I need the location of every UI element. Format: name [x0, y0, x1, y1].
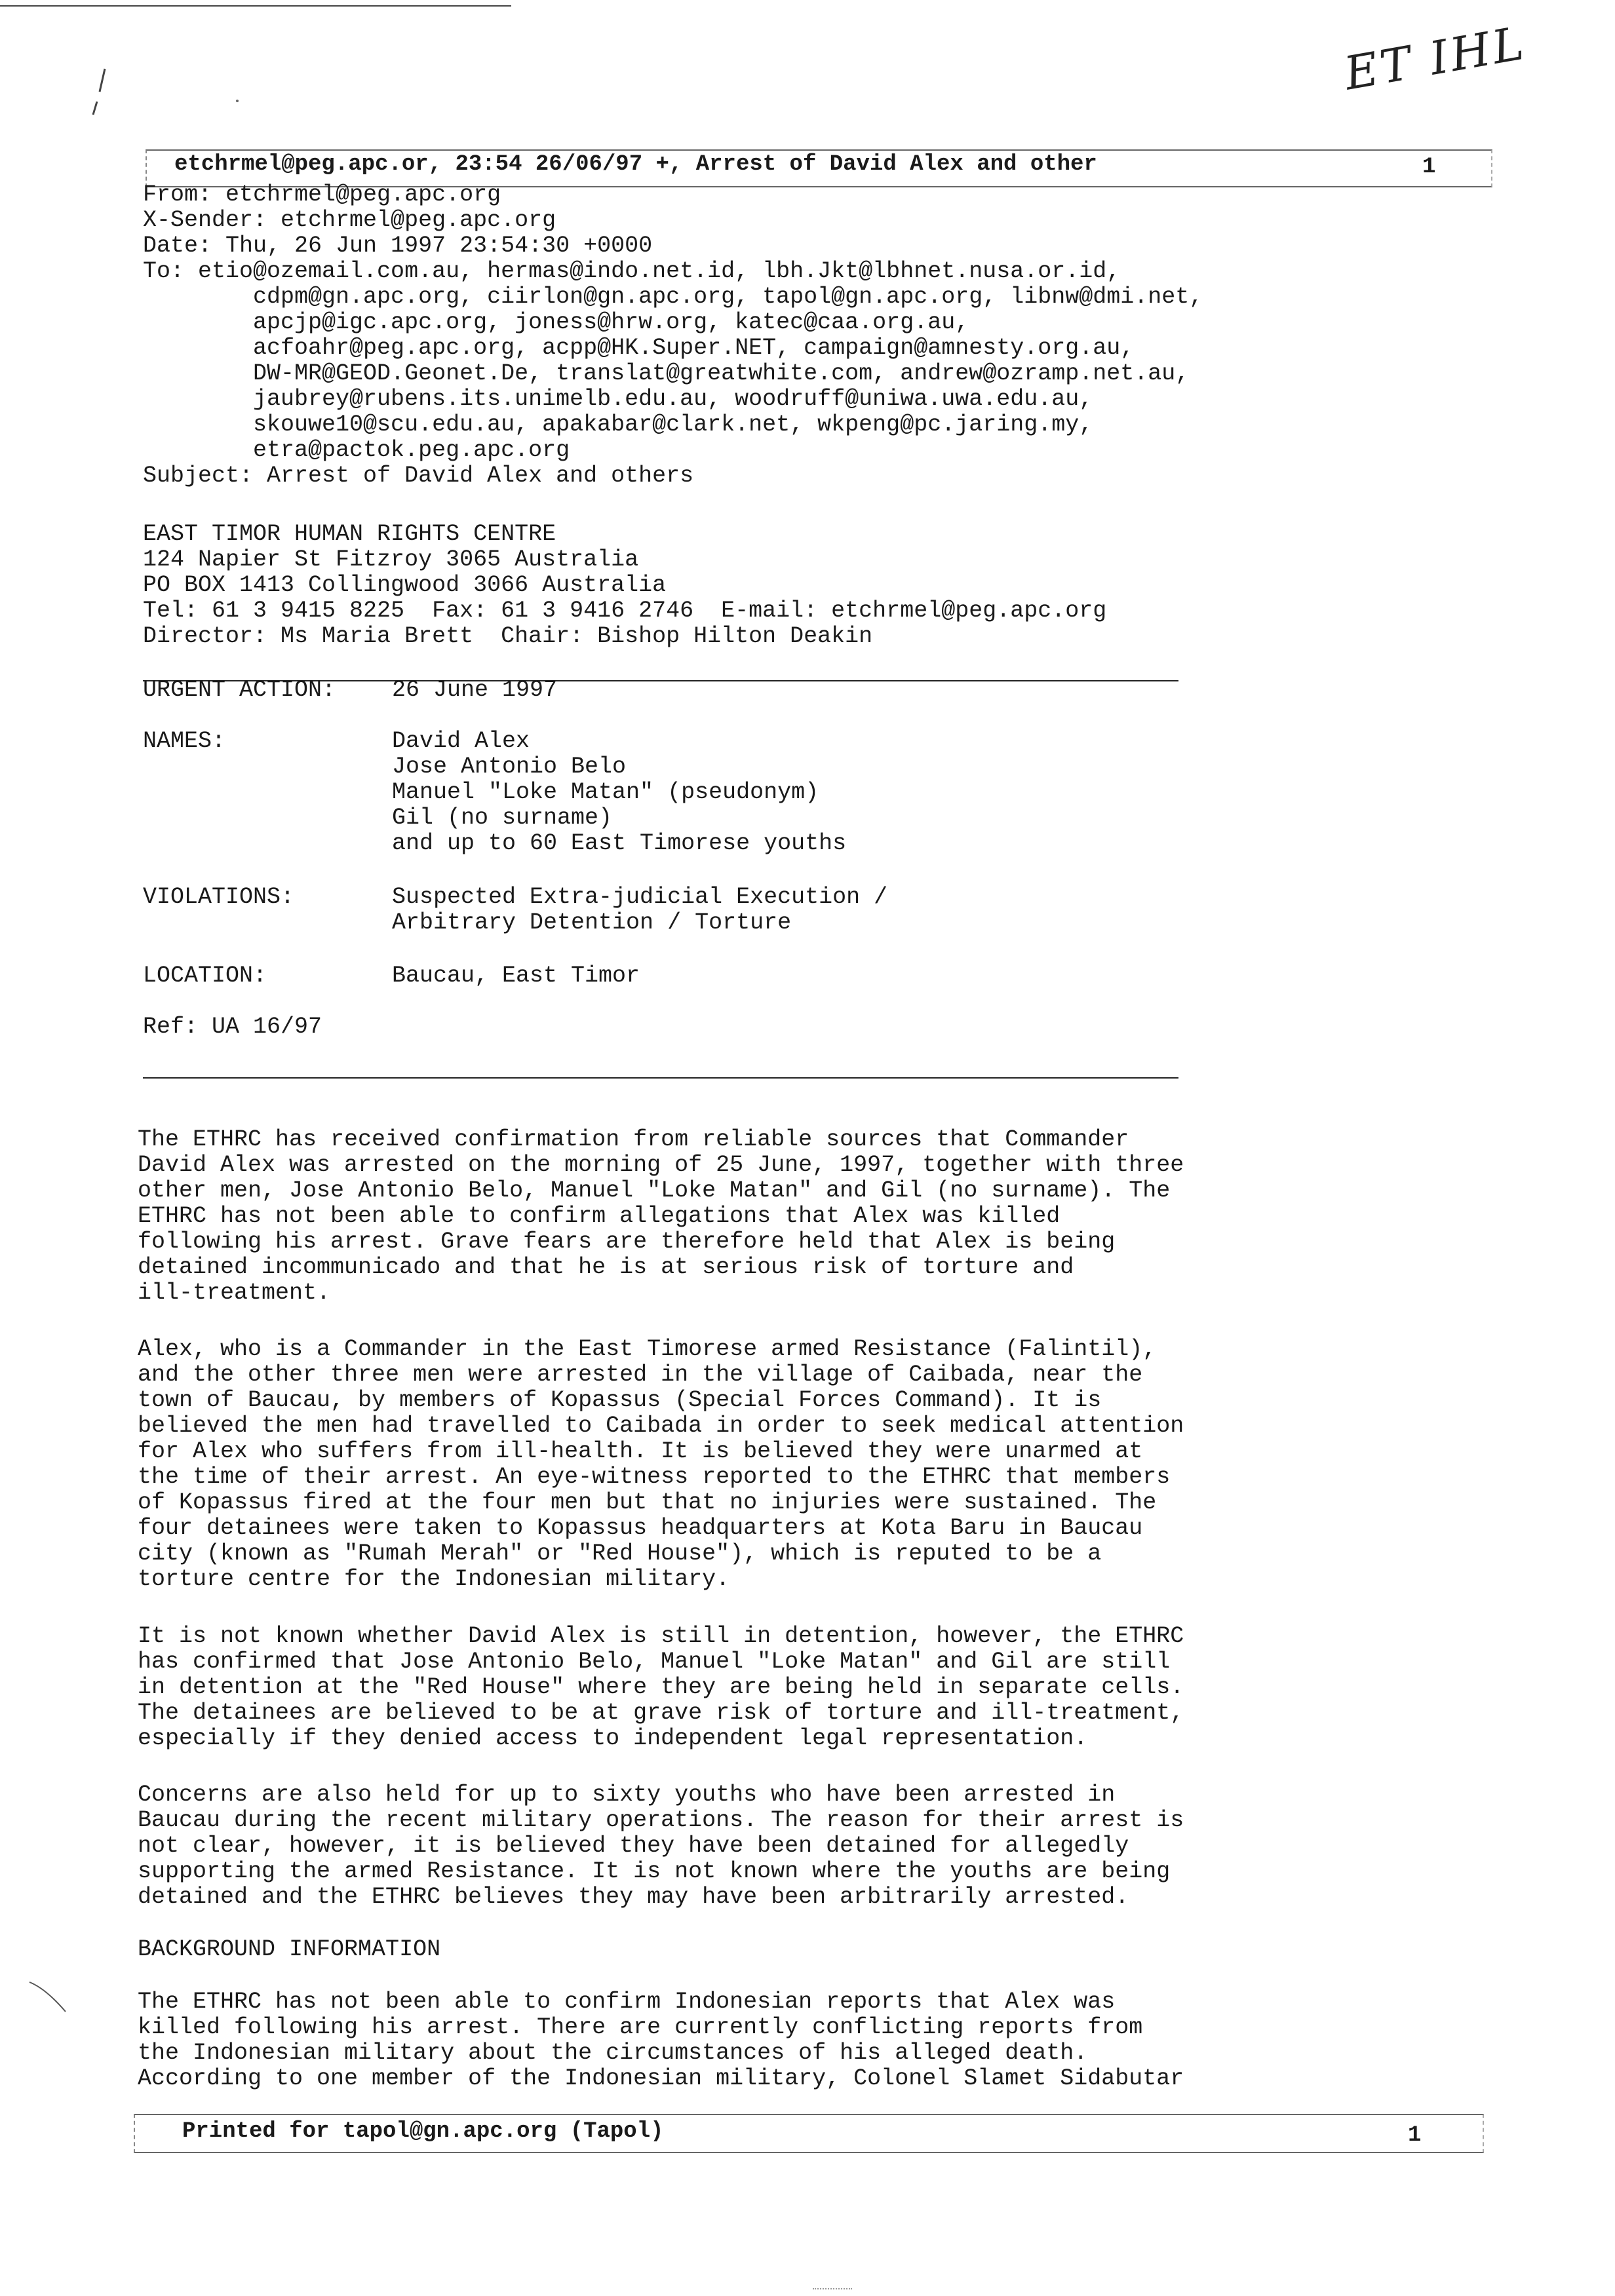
- paragraph-line: Concerns are also held for up to sixty youths who have been arrested in: [138, 1782, 1116, 1808]
- org-officers: Director: Ms Maria Brett Chair: Bishop Hilton Deakin: [143, 623, 873, 649]
- body-paragraph: [138, 1782, 1184, 1910]
- org-name: EAST TIMOR HUMAN RIGHTS CENTRE: [143, 521, 556, 547]
- org-contact: Tel: 61 3 9415 8225 Fax: 61 3 9416 2746 E-mail: etchrmel@peg.apc.org: [143, 598, 1107, 624]
- paragraph-line: for Alex who suffers from ill-health. It is believed they were unarmed at: [138, 1438, 1143, 1464]
- body-paragraph: [138, 1127, 1184, 1306]
- location-value: Baucau, East Timor: [392, 963, 640, 989]
- body-paragraph: [138, 1624, 1184, 1751]
- paragraph-line: in detention at the "Red House" where they are being held in separate cells.: [138, 1674, 1184, 1700]
- scan-edge-line: [0, 5, 511, 7]
- urgent-action-date: 26 June 1997: [392, 677, 558, 703]
- org-block: [143, 522, 1106, 649]
- paragraph-line: David Alex was arrested on the morning of 25 June, 1997, together with three: [138, 1152, 1184, 1178]
- paragraph-line: the Indonesian military about the circumstances of his alleged death.: [138, 2040, 1088, 2066]
- name-item: Jose Antonio Belo: [392, 754, 627, 780]
- name-item: David Alex: [392, 728, 530, 754]
- email-to-line: To: etio@ozemail.com.au, hermas@indo.net.id, lbh.Jkt@lbhnet.nusa.or.id,: [143, 258, 1121, 284]
- background-heading: BACKGROUND INFORMATION: [138, 1936, 441, 1962]
- paragraph-line: The ETHRC has not been able to confirm Indonesian reports that Alex was: [138, 1989, 1116, 2015]
- paragraph-line: of Kopassus fired at the four men but that no injuries were sustained. The: [138, 1489, 1157, 1516]
- violation-item: Suspected Extra-judicial Execution /: [392, 884, 888, 910]
- name-item: Gil (no surname): [392, 805, 613, 831]
- print-header-page-number: 1: [1422, 155, 1436, 180]
- names-list: [392, 729, 846, 856]
- paragraph-line: torture centre for the Indonesian military.: [138, 1566, 730, 1592]
- paragraph-line: According to one member of the Indonesian military, Colonel Slamet Sidabutar: [138, 2065, 1184, 2092]
- divider-rule: [143, 1077, 1178, 1079]
- paragraph-line: It is not known whether David Alex is still in detention, however, the ETHRC: [138, 1623, 1184, 1649]
- email-to-line: cdpm@gn.apc.org, ciirlon@gn.apc.org, tapol@gn.apc.org, libnw@dmi.net,: [143, 284, 1203, 310]
- body-paragraph: [138, 1989, 1184, 2092]
- violations-label: VIOLATIONS:: [143, 884, 295, 910]
- print-header-title: etchrmel@peg.apc.or, 23:54 26/06/97 +, Arrest of David Alex and other: [174, 152, 1097, 177]
- urgent-action-label: URGENT ACTION:: [143, 677, 336, 703]
- violations-list: [392, 885, 887, 936]
- paragraph-line: and the other three men were arrested in the village of Caibada, near the: [138, 1362, 1143, 1388]
- email-to-line: apcjp@igc.apc.org, joness@hrw.org, katec@caa.org.au,: [143, 309, 969, 335]
- handwritten-annotation: ET IHL: [1340, 16, 1530, 101]
- paragraph-line: the time of their arrest. An eye-witness reported to the ETHRC that members: [138, 1464, 1171, 1490]
- name-item: and up to 60 East Timorese youths: [392, 830, 847, 856]
- margin-pen-mark: [26, 1979, 72, 2018]
- org-address-line: PO BOX 1413 Collingwood 3066 Australia: [143, 572, 667, 598]
- paragraph-line: following his arrest. Grave fears are therefore held that Alex is being: [138, 1229, 1116, 1255]
- reference-number: Ref: UA 16/97: [143, 1014, 322, 1040]
- names-label: NAMES:: [143, 728, 226, 754]
- stray-pen-mark: [85, 66, 111, 118]
- paragraph-line: city (known as "Rumah Merah" or "Red House"), which is reputed to be a: [138, 1540, 1102, 1567]
- paragraph-line: four detainees were taken to Kopassus headquarters at Kota Baru in Baucau: [138, 1515, 1143, 1541]
- paragraph-line: The ETHRC has received confirmation from reliable sources that Commander: [138, 1126, 1129, 1153]
- paragraph-line: killed following his arrest. There are currently conflicting reports from: [138, 2014, 1143, 2040]
- paragraph-line: Alex, who is a Commander in the East Timorese armed Resistance (Falintil),: [138, 1336, 1157, 1362]
- paragraph-line: town of Baucau, by members of Kopassus (Special Forces Command). It is: [138, 1387, 1102, 1413]
- email-to-line: etra@pactok.peg.apc.org: [143, 437, 570, 463]
- paragraph-line: especially if they denied access to independent legal representation.: [138, 1725, 1088, 1751]
- email-subject: Subject: Arrest of David Alex and others: [143, 463, 694, 489]
- email-header: [143, 182, 1203, 489]
- paragraph-line: other men, Jose Antonio Belo, Manuel "Loke Matan" and Gil (no surname). The: [138, 1177, 1171, 1204]
- paragraph-line: ETHRC has not been able to confirm allegations that Alex was killed: [138, 1203, 1060, 1229]
- stray-dot: [236, 100, 239, 102]
- paragraph-line: detained and the ETHRC believes they may have been arbitrarily arrested.: [138, 1884, 1129, 1910]
- paragraph-line: Baucau during the recent military operations. The reason for their arrest is: [138, 1807, 1184, 1833]
- email-to-line: acfoahr@peg.apc.org, acpp@HK.Super.NET, campaign@amnesty.org.au,: [143, 335, 1135, 361]
- email-from: From: etchrmel@peg.apc.org: [143, 182, 501, 208]
- name-item: Manuel "Loke Matan" (pseudonym): [392, 779, 819, 805]
- paragraph-line: believed the men had travelled to Caibada in order to seek medical attention: [138, 1413, 1184, 1439]
- email-to-line: jaubrey@rubens.its.unimelb.edu.au, woodruff@uniwa.uwa.edu.au,: [143, 386, 1093, 412]
- paragraph-line: The detainees are believed to be at grave risk of torture and ill-treatment,: [138, 1700, 1184, 1726]
- print-footer-text: Printed for tapol@gn.apc.org (Tapol): [182, 2119, 664, 2144]
- paragraph-line: has confirmed that Jose Antonio Belo, Manuel "Loke Matan" and Gil are still: [138, 1649, 1171, 1675]
- org-address-line: 124 Napier St Fitzroy 3065 Australia: [143, 546, 639, 573]
- email-x-sender: X-Sender: etchrmel@peg.apc.org: [143, 207, 556, 233]
- body-paragraph: [138, 1337, 1184, 1592]
- paragraph-line: ill-treatment.: [138, 1280, 331, 1306]
- email-date: Date: Thu, 26 Jun 1997 23:54:30 +0000: [143, 233, 653, 259]
- email-to-line: skouwe10@scu.edu.au, apakabar@clark.net, wkpeng@pc.jaring.my,: [143, 411, 1093, 438]
- violation-item: Arbitrary Detention / Torture: [392, 909, 792, 936]
- paragraph-line: supporting the armed Resistance. It is not known where the youths are being: [138, 1858, 1171, 1885]
- print-footer-page-number: 1: [1408, 2123, 1422, 2148]
- paragraph-line: not clear, however, it is believed they have been detained for allegedly: [138, 1833, 1129, 1859]
- scan-speck: [813, 2288, 852, 2289]
- paragraph-line: detained incommunicado and that he is at serious risk of torture and: [138, 1254, 1074, 1280]
- email-to-line: DW-MR@GEOD.Geonet.De, translat@greatwhite.com, andrew@ozramp.net.au,: [143, 360, 1190, 387]
- location-label: LOCATION:: [143, 963, 267, 989]
